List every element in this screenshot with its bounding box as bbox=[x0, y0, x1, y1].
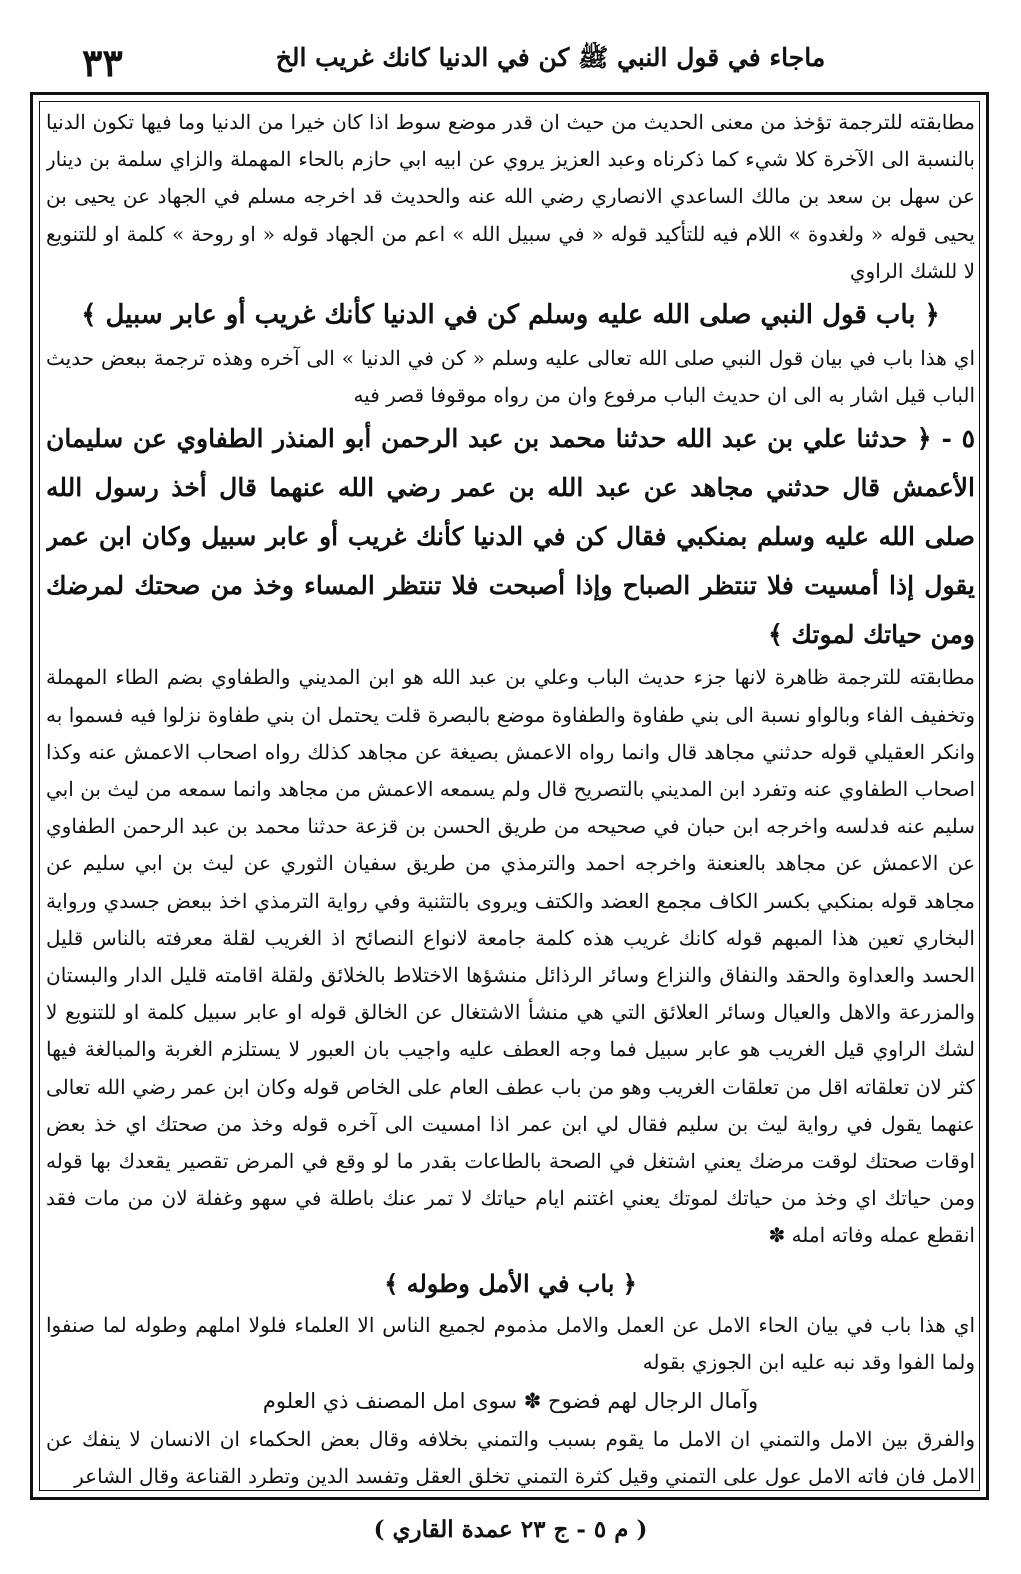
hadith-text bbox=[46, 414, 975, 659]
commentary-paragraph-2: اي هذا باب في بيان قول النبي صلى الله تعالى عليه وسلم « كن في الدنيا » الى آخره وهذه ترجمة ببعض حديث الباب قيل اشار به الى ان حديث الباب مرفوع وان من رواه موقوفا قصر فيه bbox=[46, 346, 975, 408]
chapter-heading-2: ﴿ باب في الأمل وطوله ﴾ bbox=[384, 1268, 637, 1298]
page-number: ٣٣ bbox=[82, 40, 123, 85]
running-head: ماجاء في قول النبي ﷺ كن في الدنيا كانك غريب الخ bbox=[275, 43, 826, 72]
commentary-paragraph-1: مطابقته للترجمة تؤخذ من معنى الحديث من حيث ان قدر موضع سوط اذا كان خيرا من الدنيا وما فيها تكون الدنيا بالنسبة الى الآخرة كلا شيء كما ذكرناه وعبد العزيز يروي عن ابيه ابي حازم بالحاء المهملة والزاي سلمة بن دينار عن سهل بن سعد بن مالك الساعدي الانصاري رضي الله عنه والحديث قد اخرجه مسلم في الجهاد عن يحيى بن يحيى قوله « ولغدوة » اللام فيه للتأكيد قوله « في سبيل الله » اعم من الجهاد قوله « او روحة » كلمة او للتنويع لا للشك الراوي bbox=[46, 110, 975, 283]
signature-line: ( م ٥ - ج ٢٣ عمدة القاري ) bbox=[373, 1516, 648, 1543]
page-content bbox=[46, 104, 975, 1490]
commentary-paragraph-5: والفرق بين الامل والتمني ان الامل ما يقوم بسبب والتمني بخلافه وقال بعض الحكماء ان الانسان لا ينفك عن الامل فان فاته الامل عول على التمني وقيل كثرة التمني تخلق العقل وتفسد الدين وتطرد القناعة وقال الشاعر bbox=[46, 1427, 975, 1489]
commentary-paragraph-4: اي هذا باب في بيان الحاء الامل عن العمل والامل مذموم لجميع الناس الا العلماء فلولا املهم وطوله لما صنفوا ولما الفوا وقد نبه عليه ابن الجوزي بقوله bbox=[46, 1312, 975, 1374]
page-header bbox=[30, 34, 991, 90]
chapter-heading-1: ﴿ باب قول النبي صلى الله عليه وسلم كن في الدنيا كأنك غريب أو عابر سبيل ﴾ bbox=[81, 300, 940, 331]
hadith-number: ٥ - bbox=[941, 424, 975, 454]
commentary-paragraph-3: مطابقته للترجمة ظاهرة لانها جزء حديث الباب وعلي بن عبد الله هو ابن المديني والطفاوي بضم الطاء المهملة وتخفيف الفاء وبالواو نسبة الى بني طفاوة والطفاوة موضع بالبصرة قلت يحتمل ان بني طفاوة نزلوا فيه فسموا به وانكر العقيلي قوله حدثني مجاهد قال وانما رواه الاعمش بصيغة عن مجاهد كذلك رواه اصحاب الاعمش عنه وكذا اصحاب الطفاوي عنه وتفرد ابن المديني بالتصريح قال ولم يسمعه الاعمش من مجاهد وانما سمعه من ليث بن ابي سليم عنه فدلسه واخرجه ابن حبان في صحيحه من طريق الحسن بن قزعة حدثنا محمد بن عبد الرحمن الطفاوي عن الاعمش عن مجاهد بالعنعنة واخرجه احمد والترمذي من طريق سفيان الثوري عن ليث بن ابي سليم عن مجاهد قوله بمنكبي بكسر الكاف مجمع العضد والكتف ويروى بالتثنية وفي رواية الترمذي اخذ ببعض جسدي ورواية البخاري تعين هذا المبهم قوله كانك غريب هذه كلمة جامعة لانواع النصائح اذ الغريب لقلة معرفته بالناس قليل الحسد والعداوة والحقد والنفاق والنزاع وسائر الرذائل منشؤها الاختلاط بالخلائق ولقلة اقامته قليل الدار والبستان والمزرعة والاهل والعيال وسائر العلائق التي هي منشأ الاشتغال عن الخالق قوله او عابر سبيل كلمة او للتنويع لا لشك الراوي قيل الغريب هو عابر سبيل فما وجه العطف عليه واجيب بان العبور لا يستلزم الغربة والمبالغة فيها كثر لان تعلقاته اقل من تعلقات الغريب وهو من باب عطف العام على الخاص قوله وكان ابن عمر رضي الله تعالى عنهما يقول في رواية ليث بن سليم فقال لي ابن عمر اذا امسيت الى آخره قوله وخذ من صحتك اي خذ بعض اوقات صحتك لوقت مرضك يعني اشتغل في الصحة بالطاعات بقدر ما لو وقع في المرض تقصير يقعدك بها قوله ومن حياتك اي وخذ من حياتك لموتك يعني اغتنم ايام حياتك لا تمر عنك باطلة في سهو وغفلة لان من مات فقد انقطع عمله وفاته امله ✽ bbox=[46, 665, 975, 1248]
hadith-body: ﴿ حدثنا علي بن عبد الله حدثنا محمد بن عبد الرحمن أبو المنذر الطفاوي عن سليمان الأعمش قال حدثني مجاهد عن عبد الله بن عمر رضي الله عنهما قال أخذ رسول الله صلى الله عليه وسلم بمنكبي فقال كن في الدنيا كأنك غريب أو عابر سبيل وكان ابن عمر يقول إذا أمسيت فلا تنتظر الصباح وإذا أصبحت فلا تنتظر المساء وخذ من صحتك لمرضك ومن حياتك لموتك ﴾ bbox=[46, 424, 975, 650]
poetry-verse: وآمال الرجال لهم فضوح ✽ سوى امل المصنف ذي العلوم bbox=[262, 1389, 759, 1414]
